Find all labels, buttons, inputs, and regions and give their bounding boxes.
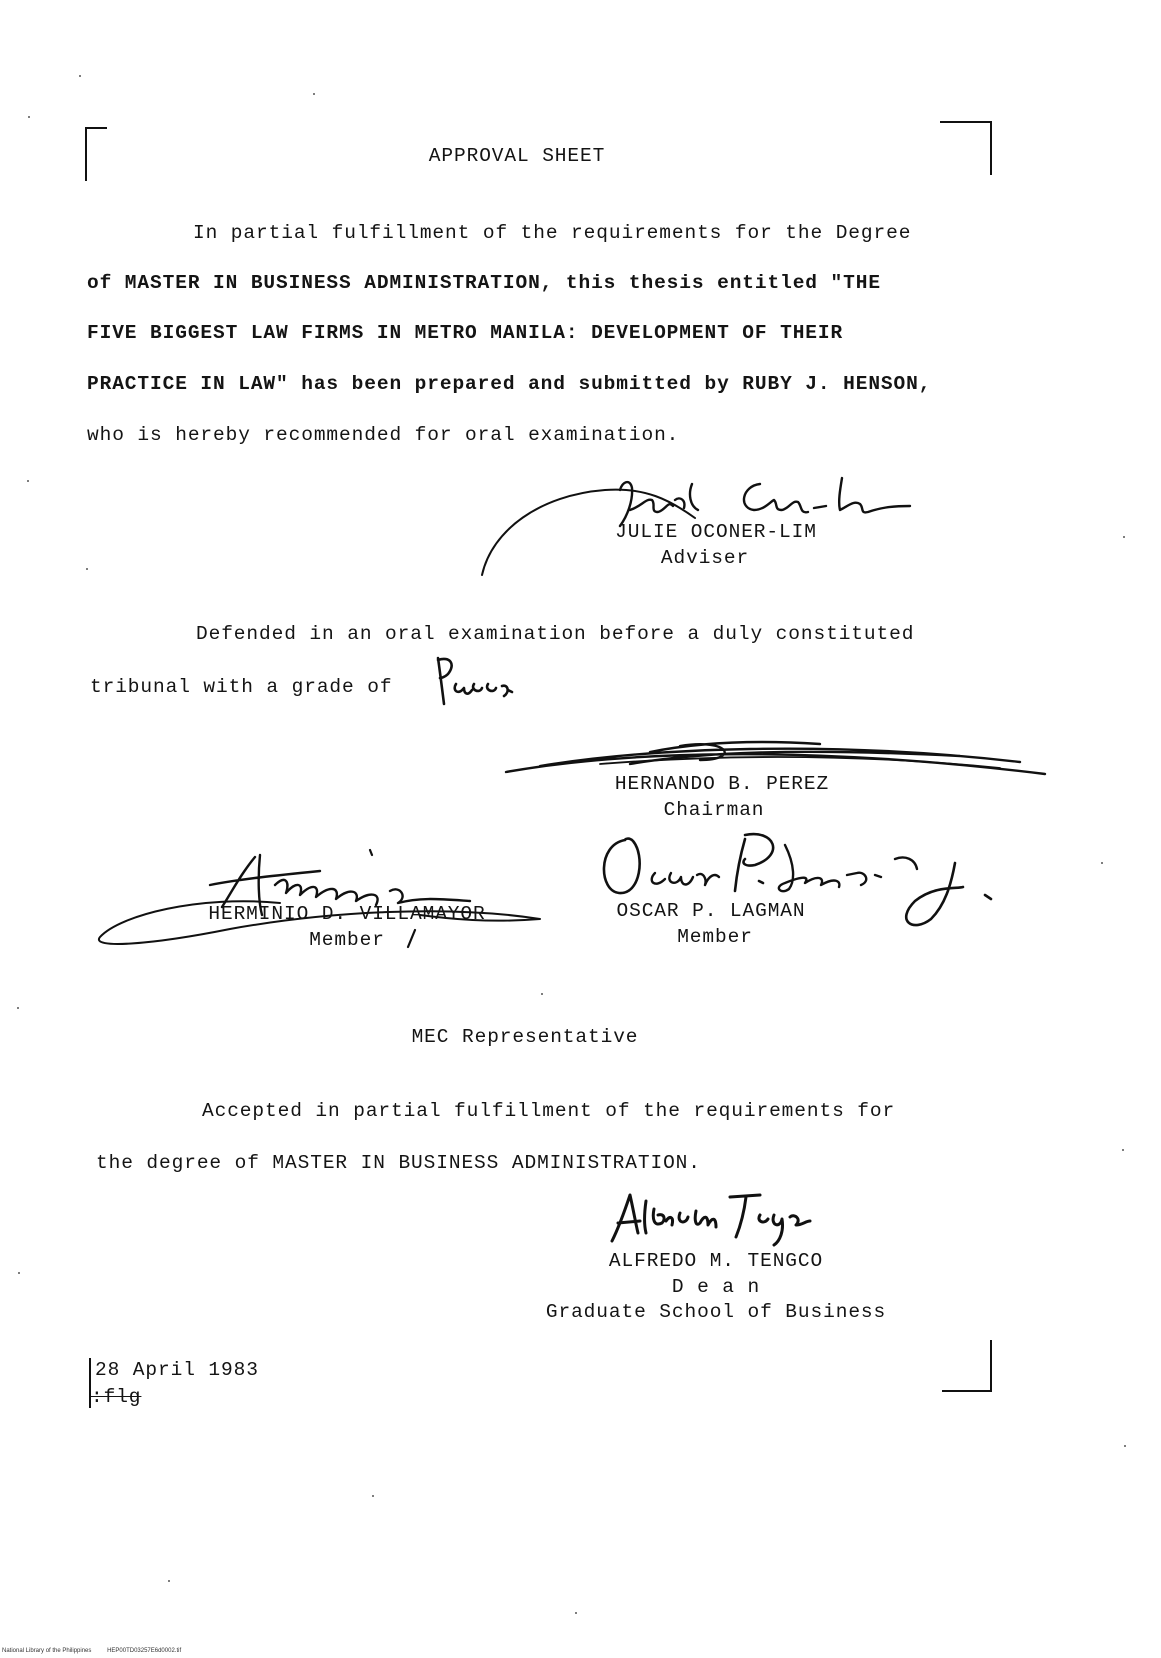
scan-speck: [28, 116, 30, 118]
typist-initials: :flg: [91, 1386, 142, 1408]
footer-library: National Library of the Philippines: [2, 1648, 92, 1654]
handwritten-grade: [430, 650, 520, 710]
dean-role: D e a n: [671, 1276, 761, 1298]
paragraph-1-line-4: PRACTICE IN LAW" has been prepared and submitted by RUBY J. HENSON,: [87, 373, 932, 395]
dean-signature: [610, 1185, 850, 1250]
paragraph-3-line-2: the degree of MASTER IN BUSINESS ADMINISTRATION.: [96, 1152, 701, 1174]
scan-speck: [313, 93, 315, 95]
scan-speck: [541, 993, 543, 995]
scan-speck: [27, 480, 29, 482]
scan-speck: [1122, 1149, 1124, 1151]
member-2-name: OSCAR P. LAGMAN: [616, 900, 806, 922]
paragraph-1-line-2: of MASTER IN BUSINESS ADMINISTRATION, this thesis entitled "THE: [87, 272, 881, 294]
dean-name: ALFREDO M. TENGCO: [608, 1250, 824, 1272]
chairman-name: HERNANDO B. PEREZ: [614, 773, 830, 795]
scan-speck: [17, 1007, 19, 1009]
corner-mark-top-left: [85, 127, 107, 181]
paragraph-1-line-5: who is hereby recommended for oral examination.: [87, 424, 680, 446]
scan-speck: [1124, 1445, 1126, 1447]
scan-footer: [2, 1648, 195, 1654]
paragraph-2-line-2: tribunal with a grade of: [90, 676, 393, 698]
dean-unit: Graduate School of Business: [545, 1301, 887, 1323]
scan-speck: [1123, 536, 1125, 538]
paragraph-1-line-1: In partial fulfillment of the requirements for the Degree: [193, 222, 912, 244]
adviser-name: JULIE OCONER-LIM: [615, 521, 817, 543]
member-2-signature: [595, 825, 1005, 940]
paragraph-1-line-3: FIVE BIGGEST LAW FIRMS IN METRO MANILA: DEVELOPMENT OF THEIR: [87, 322, 844, 344]
adviser-role: Adviser: [660, 547, 750, 569]
document-title: APPROVAL SHEET: [428, 145, 606, 167]
member-1-name: HERMINIO D. VILLAMAYOR: [208, 903, 486, 925]
footer-filename: HEP00TD03257E6d0002.tif: [107, 1648, 182, 1654]
scan-speck: [1101, 862, 1103, 864]
scan-speck: [18, 1272, 20, 1274]
member-2-role: Member: [677, 926, 753, 948]
scan-speck: [372, 1495, 374, 1497]
document-date: 28 April 1983: [95, 1359, 259, 1381]
member-1-role: Member: [309, 929, 385, 951]
corner-mark-top-right: [940, 121, 992, 175]
paragraph-2-line-1: Defended in an oral examination before a duly constituted: [196, 623, 915, 645]
scan-speck: [79, 75, 81, 77]
scan-speck: [86, 568, 88, 570]
mec-representative-label: MEC Representative: [411, 1026, 639, 1048]
scan-speck: [575, 1612, 577, 1614]
paragraph-3-line-1: Accepted in partial fulfillment of the requirements for: [202, 1100, 896, 1122]
scan-speck: [168, 1580, 170, 1582]
corner-mark-bottom-right: [942, 1340, 992, 1392]
chairman-role: Chairman: [663, 799, 765, 821]
